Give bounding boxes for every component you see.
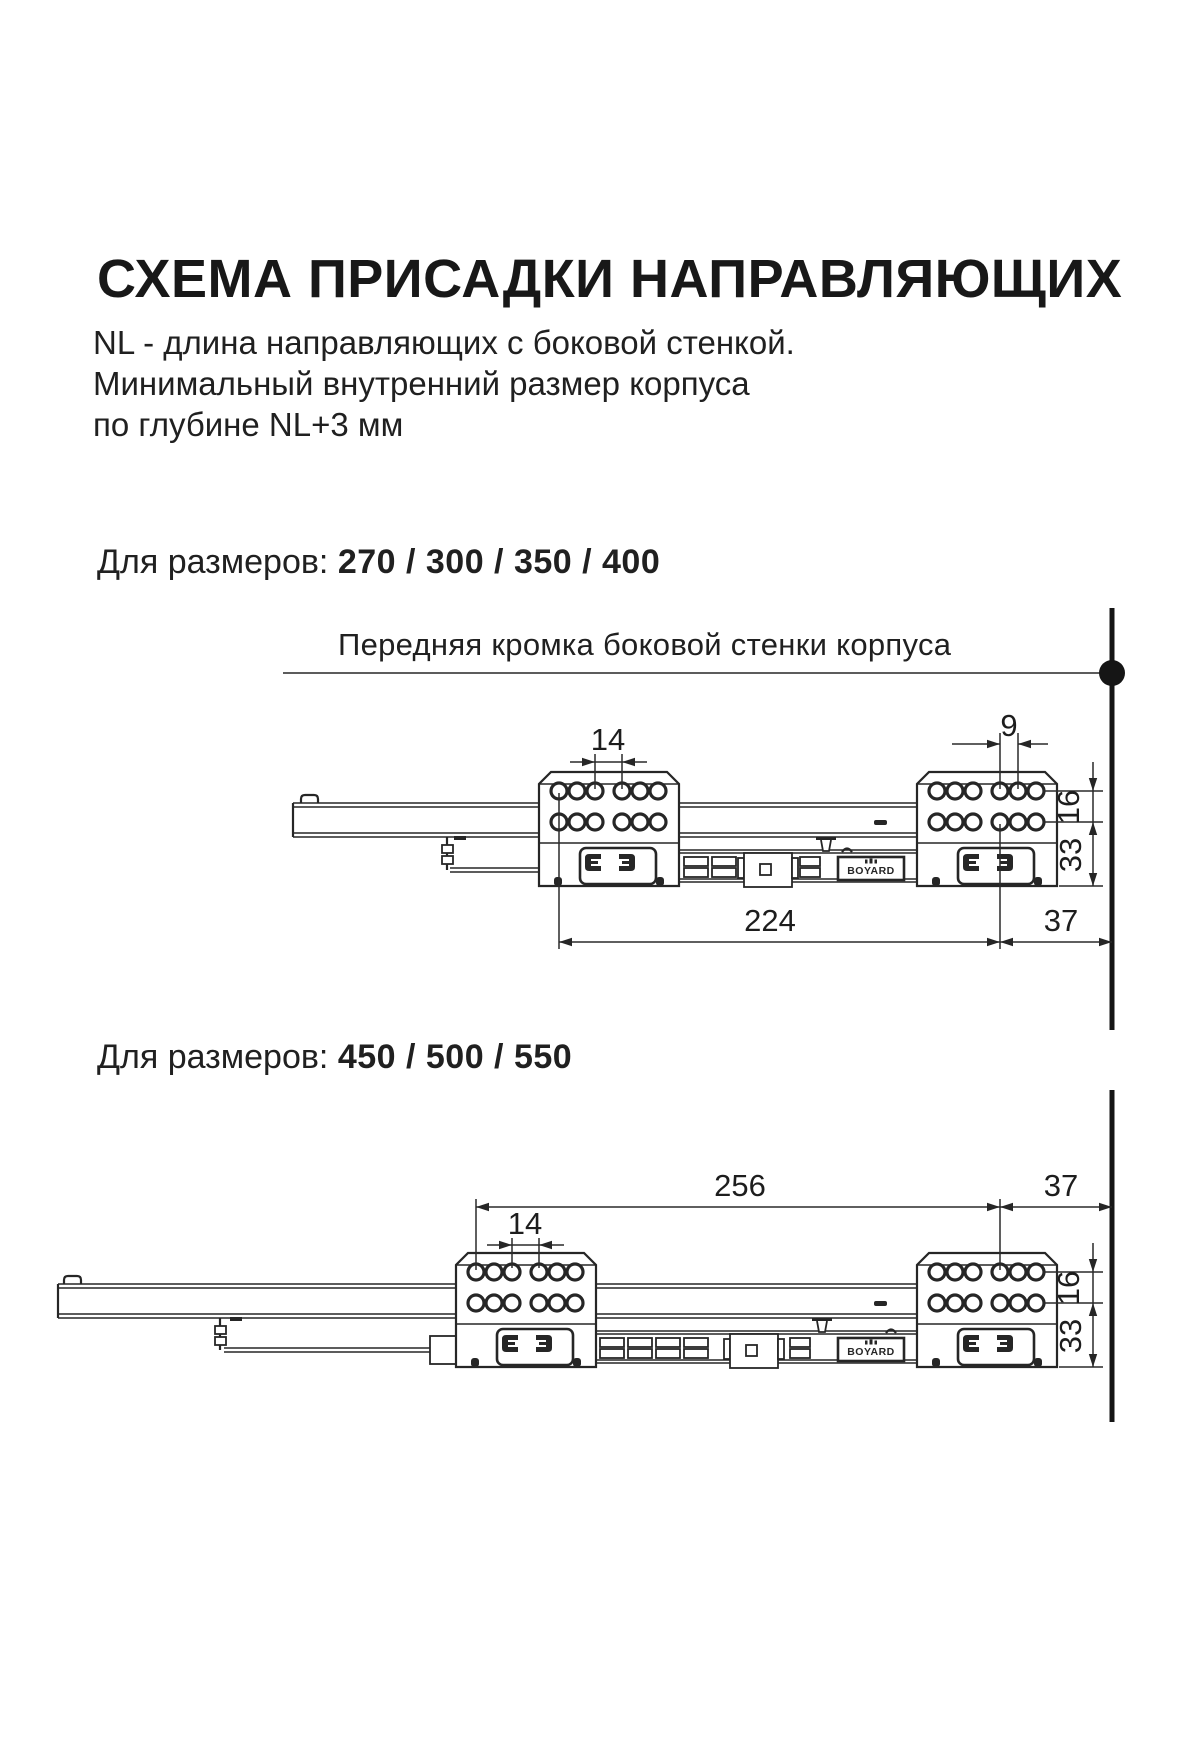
dim-14-label-2: 14 (507, 1206, 543, 1241)
sizes-row-1-values: 270 / 300 / 350 / 400 (337, 543, 661, 581)
drawing-2 (58, 1090, 1112, 1422)
dim-37-label-2: 37 (1043, 1168, 1079, 1203)
dim-16-label-2: 16 (1051, 1270, 1086, 1306)
drawing-1 (283, 608, 1125, 1030)
mechanism-1 (660, 820, 940, 887)
page-title: СХЕМА ПРИСАДКИ НАПРАВЛЯЮЩИХ (97, 249, 1123, 309)
rear-mount-block-2 (917, 1253, 1057, 1367)
dim-9-label: 9 (1000, 708, 1018, 743)
sizes-row-1-label: Для размеров: (97, 543, 329, 581)
dim-33-label-1: 33 (1053, 837, 1088, 873)
description-line-3: по глубине NL+3 мм (93, 406, 404, 443)
dim-16-label-1: 16 (1051, 789, 1086, 825)
dim-224-label: 224 (744, 903, 796, 938)
description-line-1: NL - длина направляющих с боковой стенкой. (93, 324, 795, 361)
dim-37-label-1: 37 (1043, 903, 1079, 938)
front-edge-label: Передняя кромка боковой стенки корпуса (338, 627, 952, 662)
rear-mount-block-1 (917, 772, 1057, 886)
front-mount-block-2 (456, 1253, 596, 1367)
mechanism-2 (580, 1301, 940, 1368)
dim-14-label: 14 (590, 722, 626, 757)
dim-33-label-2: 33 (1053, 1318, 1088, 1354)
reference-dot (1099, 660, 1125, 686)
sizes-row-2-label: Для размеров: (97, 1038, 329, 1076)
description-line-2: Минимальный внутренний размер корпуса (93, 365, 750, 402)
sizes-row-2-values: 450 / 500 / 550 (337, 1038, 573, 1076)
front-mount-block-1 (539, 772, 679, 886)
technical-drawing: BOYARD 14 9 16 33 224 37 256 37 14 16 33 (0, 0, 1200, 1760)
dim-256-label: 256 (714, 1168, 766, 1203)
